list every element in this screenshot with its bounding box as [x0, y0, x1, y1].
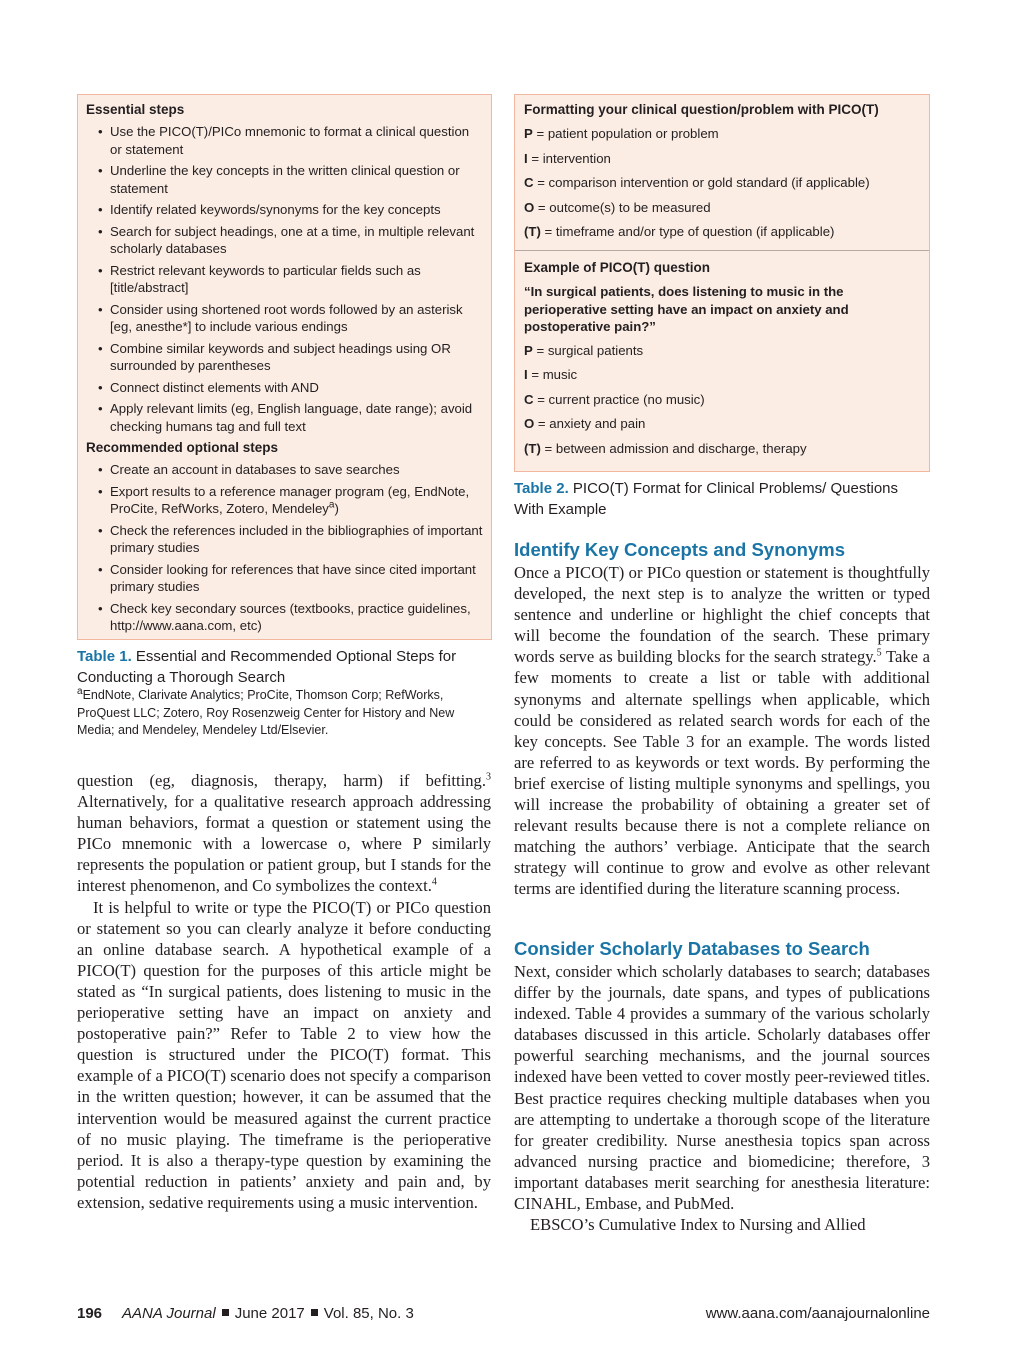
paragraph: question (eg, diagnosis, therapy, harm) if befitting.$^3$ Alternatively, for a qualitative research approach addressing human behaviors, format a question or statement using the PICo mnemonic with a lowercase o, where P similarly represents the population or patient group, but I stands for the interest phenomenon, and Co symbolizes the context.$^4$	[77, 771, 491, 896]
list-item: • Identify related keywords/synonyms for the key concepts	[86, 201, 483, 219]
pico-example-section	[515, 251, 929, 457]
table-2-label: Table 2.	[514, 480, 569, 497]
citation: 5	[876, 647, 882, 659]
list-item: • Restrict relevant keywords to particular fields such as [title/abstract]	[86, 262, 483, 297]
page-number: 196	[77, 1305, 103, 1322]
paragraph: EBSCO’s Cumulative Index to Nursing and Allied	[530, 1215, 866, 1235]
table-row: P = surgical patients	[524, 342, 644, 358]
footnote-text: EndNote, Clarivate Analytics; ProCite, Thomson Corp; RefWorks, ProQuest LLC; Zotero, Roy Rosenzweig Center for History and New Media; and Mendeley, Mendeley Ltd/Elsevier.	[77, 688, 455, 737]
list-item: • Consider using shortened root words followed by an asterisk [eg, anesthe*] to include various endings	[86, 301, 483, 336]
footnote-marker: a	[77, 685, 83, 697]
paragraph: Next, consider which scholarly databases to search; databases differ by the journals, date spans, and types of publications indexed. Table 4 provides a summary of the various scholarly databases discussed in this article. Scholarly databases offer powerful searching mechanisms, and the journal sources indexed have been vetted to cover mostly peer-reviewed titles. Best practice requires checking multiple databases when you are attempting to undertake a thorough scope of the literature for greater credibility. Nurse anesthesia topics span across advanced nursing practice and biomedicine; therefore, 3 important databases merit searching for anesthesia literature: CINAHL, Embase, and PubMed.	[514, 962, 930, 1214]
separator-square-icon	[222, 1309, 229, 1316]
table-2-caption	[514, 478, 930, 520]
right-body-text-1	[514, 562, 930, 900]
citation: 4	[431, 876, 437, 888]
essential-steps-heading: Essential steps	[86, 102, 185, 117]
pico-format-heading: Formatting your clinical question/problem with PICO(T)	[524, 102, 879, 117]
table-1-label: Table 1.	[77, 648, 132, 665]
issue-date: June 2017	[234, 1305, 305, 1322]
section-heading-key-concepts: Identify Key Concepts and Synonyms	[514, 539, 846, 560]
table-1-caption	[77, 646, 492, 688]
table-1	[77, 94, 492, 640]
essential-steps-list	[86, 123, 483, 435]
footnote-marker: a	[328, 499, 335, 511]
table-row: C = comparison intervention or gold standard (if applicable)	[524, 175, 870, 190]
left-body-text	[77, 770, 491, 1213]
table-row: (T) = between admission and discharge, therapy	[524, 440, 807, 456]
journal-name: AANA Journal	[122, 1305, 216, 1322]
list-item: • Use the PICO(T)/PICo mnemonic to format a clinical question or statement	[86, 123, 483, 158]
footer-url[interactable]: www.aana.com/aanajournalonline	[705, 1305, 930, 1322]
pico-example-question: “In surgical patients, does listening to music in the perioperative setting have an impact on anxiety and postoperative pain?”	[524, 284, 849, 334]
list-item: • Create an account in databases to save searches	[86, 461, 483, 479]
list-item: • Check the references included in the bibliographies of important primary studies	[86, 522, 483, 557]
list-item: • Search for subject headings, one at a time, in multiple relevant scholarly databases	[86, 223, 483, 258]
volume: Vol. 85, No. 3	[323, 1305, 414, 1322]
list-item-text: Export results to a reference manager program (eg, EndNote, ProCite, RefWorks, Zotero, Mendeley	[110, 483, 470, 516]
list-item: • Connect distinct elements with AND	[86, 379, 483, 397]
table-row: (T) = timeframe and/or type of question (if applicable)	[524, 224, 835, 239]
right-body-text-2	[514, 961, 930, 1235]
table-row: O = outcome(s) to be measured	[524, 199, 711, 215]
list-item: • Underline the key concepts in the written clinical question or statement	[86, 162, 483, 197]
list-item: • Consider looking for references that have since cited important primary studies	[86, 561, 483, 596]
list-item: • Export results to a reference manager program (eg, EndNote, ProCite, RefWorks, Zotero, Mendeley$^a$)	[86, 483, 483, 518]
table-row: C = current practice (no music)	[524, 391, 705, 407]
paragraph: Once a PICO(T) or PICo question or statement is thoughtfully developed, the next step is to analyze the written or typed sentence and underline or highlight the chief concepts that will become the foundation of the search. These primary words serve as building blocks for the search strategy.$^5$ Take a few moments to create a list or table with additional synonyms and alternate spellings when applicable, which could be considered as related search words for each of the key concepts. See Table 3 for an example. The words listed are referred to as keywords or text words. By performing the brief exercise of listing multiple synonyms and spellings, you will increase the probability of obtaining a greater set of relevant results because there is not a complete reliance on matching the authors’ verbiage. Anticipate that the search strategy will continue to grow and evolve as other relevant terms are identified during the literature scanning process.	[514, 563, 930, 899]
pico-format-section	[515, 95, 929, 251]
optional-steps-list	[86, 461, 483, 635]
table-row: I = intervention	[524, 150, 611, 166]
optional-steps-heading: Recommended optional steps	[86, 440, 279, 455]
table-row: I = music	[524, 367, 578, 382]
section-heading-scholarly-databases: Consider Scholarly Databases to Search	[514, 938, 870, 959]
pico-example-heading: Example of PICO(T) question	[524, 260, 711, 275]
table-2	[514, 94, 930, 472]
table-1-footnote	[77, 687, 492, 740]
paragraph: It is helpful to write or type the PICO(T) or PICo question or statement so you can clearly analyze it before conducting an online database search. A hypothetical example of a PICO(T) question for the purposes of this article might be stated as “In surgical patients, does listening to music in the perioperative setting have an impact on anxiety and postoperative pain?” Refer to Table 2 to view how the question is structured under the PICO(T) format. This example of a PICO(T) scenario does not specify a comparison in the written question; however, it can be assumed that the intervention would be measured against the current practice of no music playing. The timeframe is the perioperative period. It is also a therapy-type question by examining the potential reduction in patients’ anxiety and pain and, by extension, sedative requirements using a music intervention.	[77, 897, 491, 1212]
table-1-caption-text: Essential and Recommended Optional Steps for Conducting a Thorough Search	[77, 648, 457, 686]
page-footer	[77, 1304, 414, 1324]
separator-square-icon	[311, 1309, 318, 1316]
citation: 3	[486, 771, 491, 783]
list-item: • Apply relevant limits (eg, English language, date range); avoid checking humans tag and full text	[86, 400, 483, 435]
list-item: • Combine similar keywords and subject headings using OR surrounded by parentheses	[86, 340, 483, 375]
table-2-caption-text: PICO(T) Format for Clinical Problems/ Questions With Example	[514, 480, 898, 518]
list-item: • Check key secondary sources (textbooks, practice guidelines, http://www.aana.com, etc)	[86, 600, 483, 635]
table-row: P = patient population or problem	[524, 126, 719, 141]
table-row: O = anxiety and pain	[524, 416, 646, 431]
